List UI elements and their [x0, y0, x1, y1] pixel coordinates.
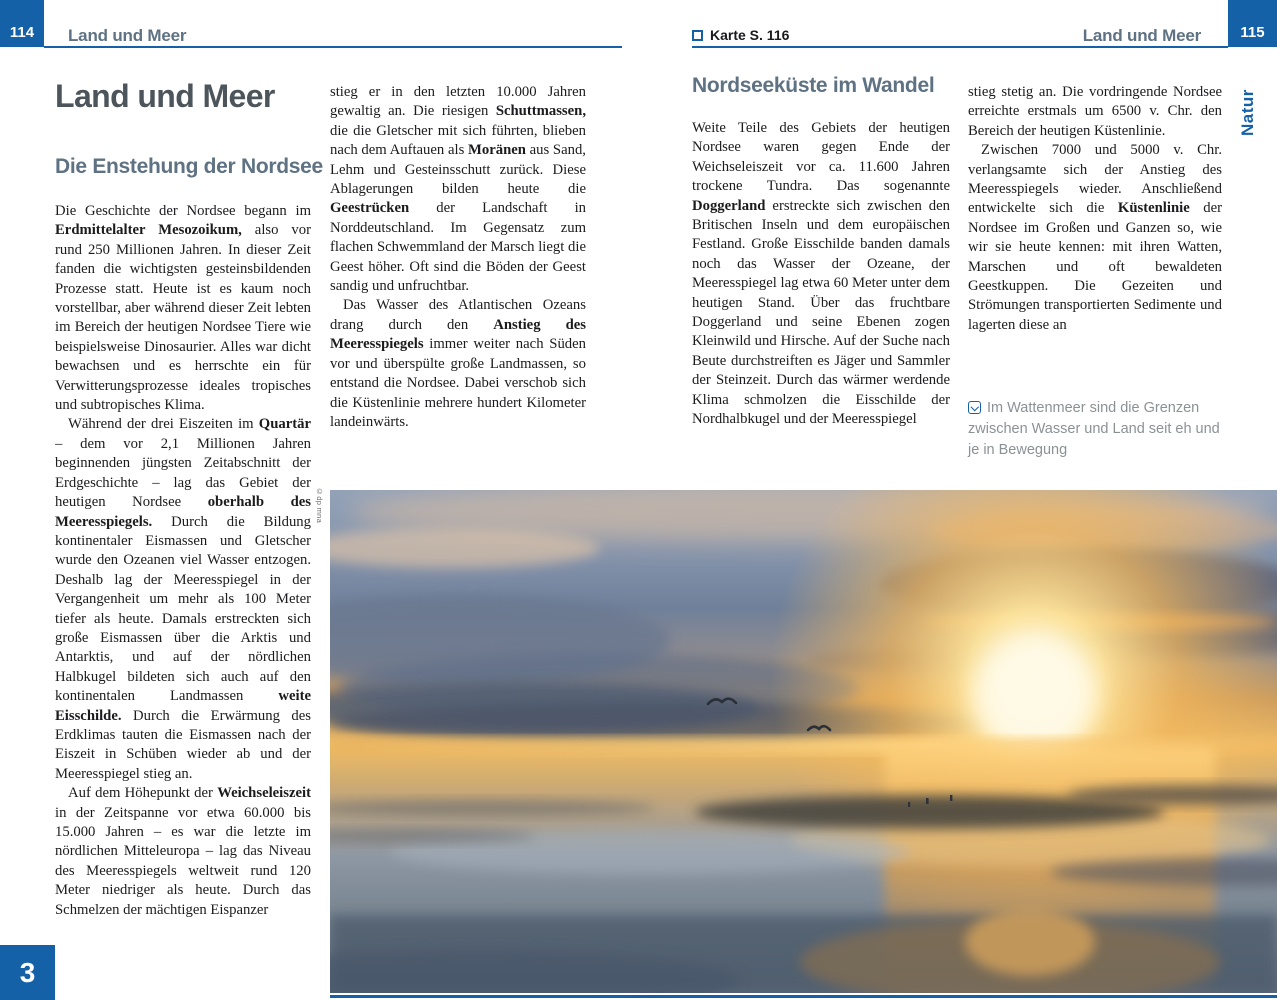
- sunset-wadden-sea-photo: [330, 490, 1277, 993]
- map-reference: [692, 27, 789, 43]
- page-number-left-block: [0, 0, 44, 47]
- chapter-tab-natur: Natur: [1238, 89, 1257, 136]
- running-head-right: Land und Meer: [1082, 26, 1201, 45]
- running-head-left: Land und Meer: [68, 26, 187, 45]
- page-number-left: 114: [9, 24, 35, 41]
- text-column-2: stieg er in den letzten 10.000 Jahren gewaltig an. Die riesigen Schuttmassen, die die Gletscher mit sich führten, blieben nach dem Auftauen als Moränen aus Sand, Lehm und Gesteinsschutt zurück. Diese Ablagerungen bilden heute die Geestrücken der Landschaft in Norddeutschland. Im Gegensatz zum flachen Schwemmland der Marsch liegt die Geest höher. Oft sind die Böden der Geest sandig und unfruchtbar. Das Wasser des Atlantischen Ozeans drang durch den Anstieg des Meeresspiegels immer weiter nach Süden vor und überspülte große Landmassen, so entstand die Nordsee. Dabei verschob sich die Küstenlinie mehrere hundert Kilometer landeinwärts.: [330, 84, 586, 430]
- page-number-right: 115: [1240, 24, 1265, 41]
- map-reference-label: Karte S. 116: [710, 27, 790, 43]
- map-square-icon: [692, 30, 703, 41]
- section-heading-right: Nordseeküste im Wandel: [692, 74, 935, 97]
- text-column-3: Weite Teile des Gebiets der heutigen Nordsee waren gegen Ende der Weichseleiszeit vor ca. 11.600 Jahren trockene Tundra. Das sogenannte Doggerland erstreckte sich zwischen den Britischen Inseln und dem europäischen Festland. Große Eisschilde banden damals noch das Wasser der Ozeane, der Meeresspiegel lag etwa 60 Meter unter dem heutigen Stand. Über das fruchtbare Doggerland und seine Ebenen zogen Kleinwild und Hirsche. Auf der Suche nach Beute durchstreiften es Jäger und Sammler der Steinzeit. Durch das wärmer werdende Klima schmolzen die Eisschilde der Nordhalbkugel und der Meeresspiegel: [692, 120, 950, 428]
- photo-marker-icon: [968, 401, 981, 414]
- photo-caption: [968, 398, 1222, 461]
- header-rule-right: [692, 46, 1228, 48]
- chapter-title: Land und Meer: [55, 78, 275, 114]
- section-heading-left: Die Enstehung der Nordsee: [55, 155, 323, 178]
- header-rule-left: [44, 46, 622, 48]
- photo-bottom-rule: [330, 995, 1277, 998]
- page-number-right-block: [1228, 0, 1277, 47]
- sunset-photo-art: [330, 490, 1277, 993]
- text-column-4: stieg stetig an. Die vordringende Nordsee erreichte erstmals um 6500 v. Chr. den Bereich der heutigen Küstenlinie. Zwischen 7000 und 5000 v. Chr. verlangsamte sich der Anstieg des Meeresspiegels wieder. Anschließend entwickelte sich die Küstenlinie der Nordsee im Großen und Ganzen so, wie wir sie heute kennen: mit ihren Watten, Marschen und oft bewaldeten Geestkuppen. Die Gezeiten und Strömungen transportierten Sedimente und lagerten diese an: [968, 84, 1222, 333]
- chapter-number: 3: [19, 956, 36, 988]
- chapter-number-block: [0, 945, 55, 1000]
- photo-credit: ©dp mna: [315, 487, 324, 524]
- photo-caption-text: Im Wattenmeer sind die Grenzen zwischen Wasser und Land seit eh und je in Bewegung: [968, 400, 1220, 458]
- text-column-1: Die Geschichte der Nordsee begann im Erdmittelalter Mesozoikum, also vor rund 250 Millionen Jahren. In dieser Zeit fanden die wichtigsten gesteinsbildenden Prozesse statt. Heute ist es kaum noch vorstellbar, aber während dieser Zeit lebten im Bereich der heutigen Nordsee Tiere wie beispielsweise Dinosaurier. Alles war dicht bewachsen und es herrschte ein für Verwitterungsprozesse ideales tropisches und subtropisches Klima. Während der drei Eiszeiten im Quartär – dem vor 2,1 Millionen Jahren beginnenden jüngsten Zeitabschnitt der Erdgeschichte – lag das Gebiet der heutigen Nordsee oberhalb des Meeresspiegels. Durch die Bildung kontinentaler Eismassen und Gletscher wurde den Ozeanen viel Wasser entzogen. Deshalb lag der Meeresspiegel in der Vergangenheit um mehr als 100 Meter tiefer als heute. Damals erstreckten sich große Eismassen über die Arktis und Antarktis, und auf der nördlichen Halbkugel bildeten sich auch auf den kontinentalen Landmassen weite Eisschilde. Durch die Erwärmung des Erdklimas tauten die Eismassen nach der Eiszeit in Schüben wieder ab und der Meeresspiegel stieg an. Auf dem Höhepunkt der Weichseleiszeit in der Zeitspanne vor etwa 60.000 bis 15.000 Jahren – es war die letzte im nördlichen Mitteleuropa – lag das Niveau des Meeresspiegels weltweit rund 120 Meter niedriger als heute. Durch das Schmelzen der mächtigen Eispanzer: [55, 203, 311, 918]
